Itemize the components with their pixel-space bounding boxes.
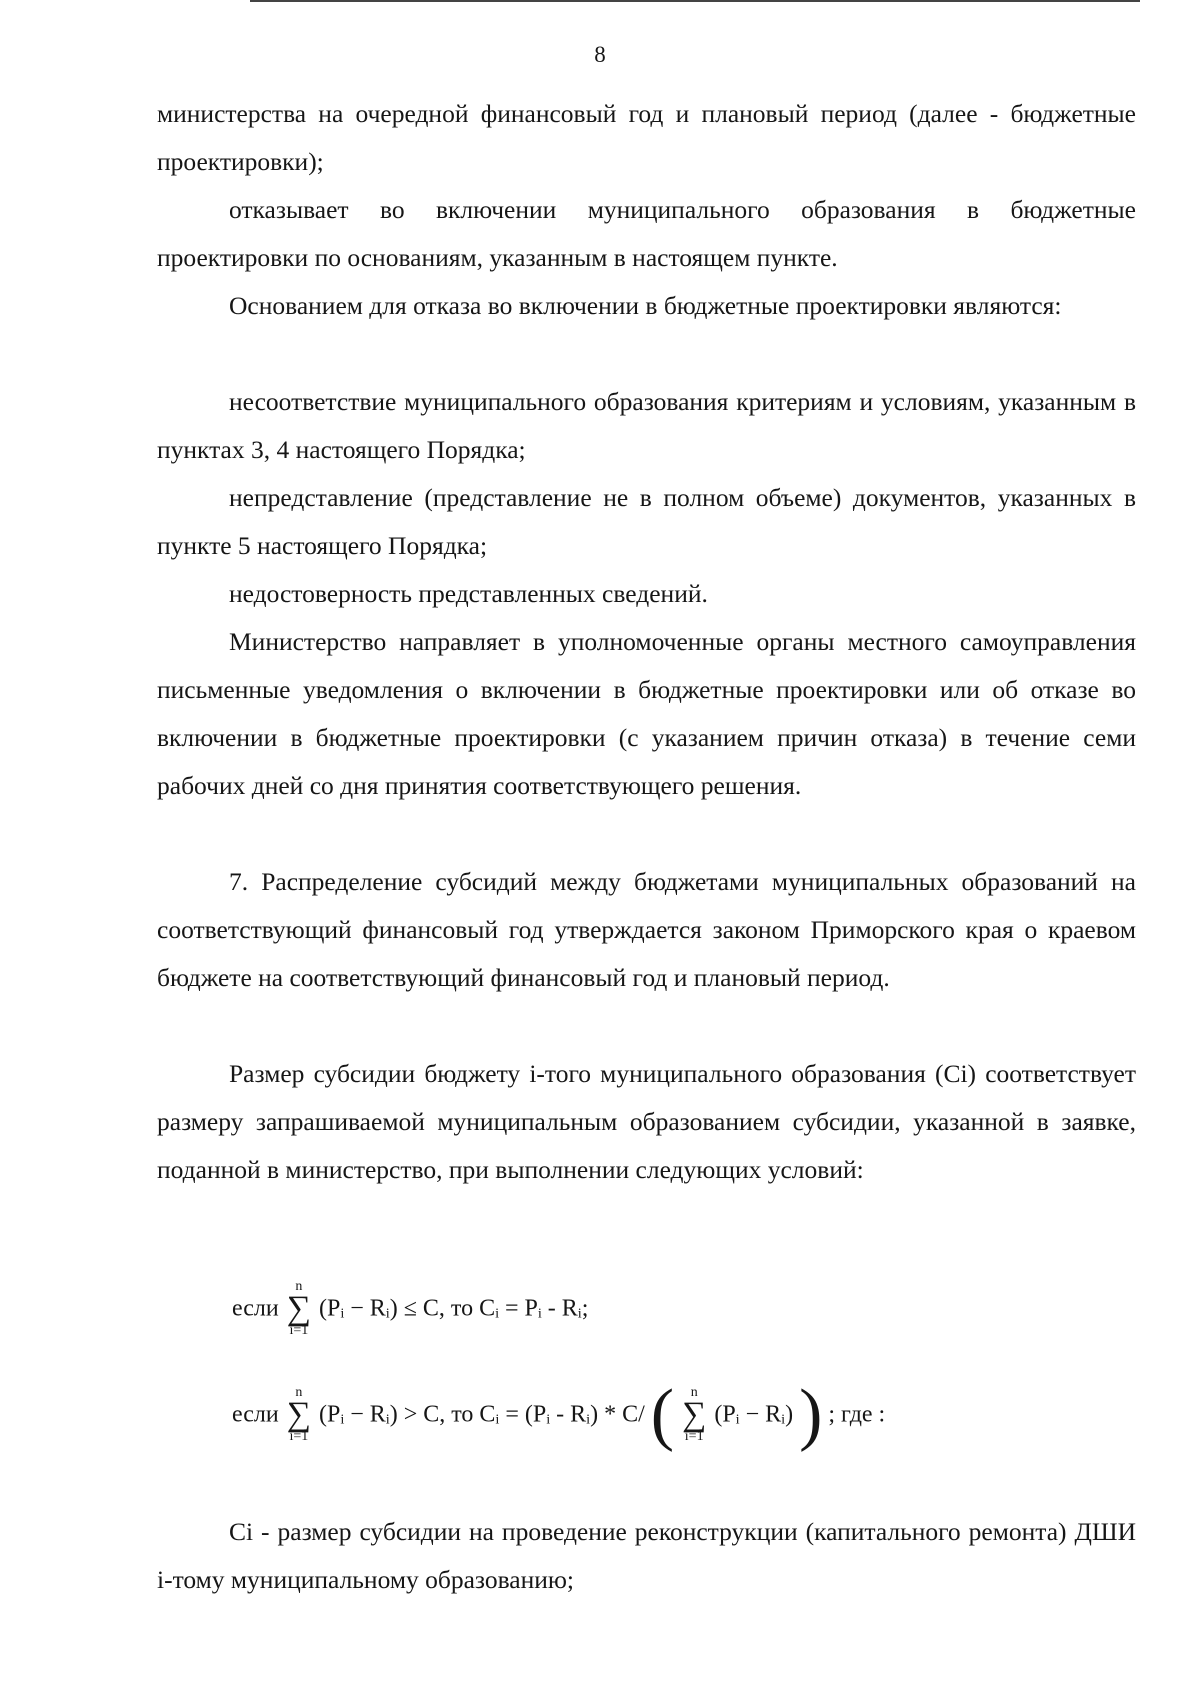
paragraph-3: Основанием для отказа во включении в бюджетные проектировки являются: (229, 291, 1062, 320)
sigma-icon: ∑ (682, 1396, 707, 1433)
left-paren-icon: ( (650, 1376, 675, 1453)
formula-1-sum-upper: n (295, 1279, 303, 1294)
formula-2 (232, 1376, 886, 1453)
formula-2-inner-sum-lower: i=1 (684, 1429, 704, 1444)
formula-2-expression: (Pᵢ − Rᵢ) > C, то Cᵢ = (Pᵢ - Rᵢ) * C/ (318, 1401, 645, 1428)
paragraph-6: недостоверность представленных сведений. (229, 579, 708, 608)
paragraph-2: отказывает во включении муниципального образования в бюджетные проектировки по основаниям, указанным в настоящем пункте. (157, 195, 1136, 272)
paragraph-1: министерства на очередной финансовый год и плановый период (далее - бюджетные проектировки); (157, 99, 1136, 176)
formula-1-sum-lower: i=1 (289, 1323, 309, 1338)
formula-2-sum-upper: n (295, 1385, 303, 1400)
sigma-icon: ∑ (286, 1290, 311, 1327)
paragraph-9: Размер субсидии бюджету i-того муниципального образования (Ci) соответствует размеру запрашиваемой муниципальным образованием субсидии, указанной в заявке, поданной в министерство, при выполнении следующих условий: (157, 1059, 1136, 1184)
paragraph-10: Ci - размер субсидии на проведение реконструкции (капитального ремонта) ДШИ i-тому муниципальному образованию; (157, 1517, 1136, 1594)
page-number: 8 (594, 42, 606, 67)
formula-2-inner-sum (682, 1386, 706, 1444)
formula-2-if: если (232, 1401, 279, 1428)
formula-1 (232, 1280, 588, 1338)
formula-2-suffix: ; где : (828, 1401, 886, 1428)
paragraph-8: 7. Распределение субсидий между бюджетами муниципальных образований на соответствующий финансовый год утверждается законом Приморского края о краевом бюджете на соответствующий финансовый год и плановый период. (157, 867, 1136, 992)
formula-2-sum-lower: i=1 (289, 1429, 309, 1444)
formula-2-inner-expression: (Pᵢ − Rᵢ) (714, 1401, 794, 1428)
paragraph-7: Министерство направляет в уполномоченные органы местного самоуправления письменные уведомления о включении в бюджетные проектировки или об отказе во включении в бюджетные проектировки (с указанием причин отказа) в течение семи рабочих дней со дня принятия соответствующего решения. (157, 627, 1136, 800)
formula-1-sum (287, 1280, 311, 1338)
paragraph-5: непредставление (представление не в полном объеме) документов, указанных в пункте 5 настоящего Порядка; (157, 483, 1136, 560)
formula-2-sum (287, 1386, 311, 1444)
sigma-icon: ∑ (286, 1396, 311, 1433)
scan-top-line (250, 0, 1140, 2)
formula-2-inner-sum-upper: n (690, 1385, 698, 1400)
right-paren-icon: ) (799, 1376, 823, 1453)
formula-1-if: если (232, 1295, 279, 1322)
formula-1-expression: (Pᵢ − Rᵢ) ≤ C, то Cᵢ = Pᵢ - Rᵢ; (318, 1295, 589, 1322)
paragraph-4: несоответствие муниципального образования критериям и условиям, указанным в пунктах 3, 4 настоящего Порядка; (157, 387, 1136, 464)
